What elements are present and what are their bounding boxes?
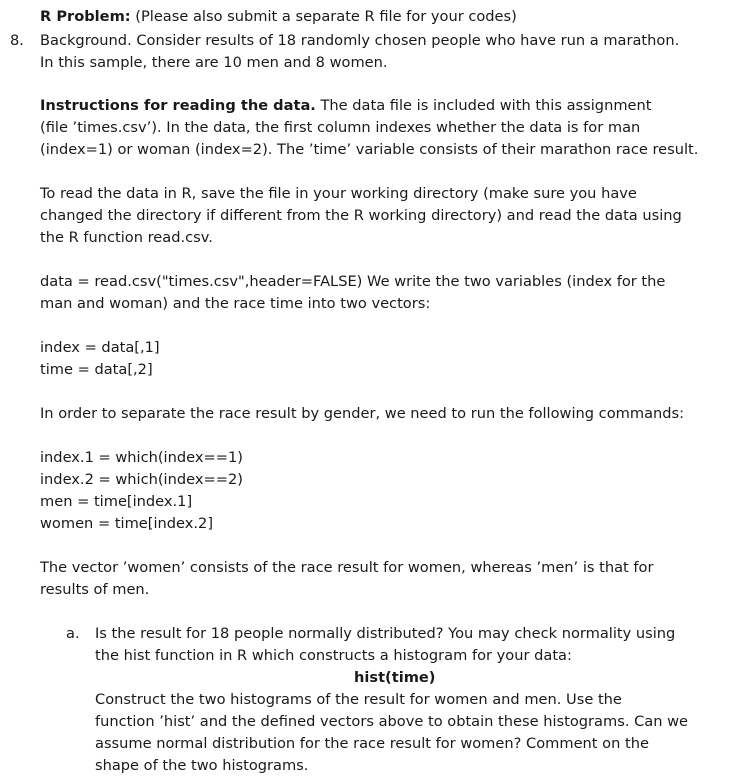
reading-line-3: the R function read.csv. <box>40 229 213 246</box>
vector-desc-line-1: The vector ’women’ consists of the race result for women, whereas ’men’ is that for <box>40 559 654 576</box>
question-a-line-1: Is the result for 18 people normally distributed? You may check normality using <box>95 625 676 642</box>
question-a-task-line-1: Construct the two histograms of the result for women and men. Use the <box>95 691 622 708</box>
data-command-line-1: data = read.csv("times.csv",header=FALSE) We write the two variables (index for the <box>40 273 666 290</box>
question-a-task-line-2: function ’hist’ and the defined vectors above to obtain these histograms. Can we <box>95 713 689 730</box>
question-a-marker: a. <box>66 625 80 642</box>
code-index1-line: index.1 = which(index==1) <box>40 449 243 466</box>
instructions-label: Instructions for reading the data. <box>40 97 316 114</box>
question-a-line-2: the hist function in R which constructs a histogram for your data: <box>95 647 572 664</box>
instructions-line-1 <box>40 95 651 117</box>
code-time-line: time = data[,2] <box>40 361 153 378</box>
code-index2-line: index.2 = which(index==2) <box>40 471 243 488</box>
problem-number: 8. <box>10 32 24 49</box>
vector-desc-line-2: results of men. <box>40 581 150 598</box>
separate-line: In order to separate the race result by gender, we need to run the following commands: <box>40 405 685 422</box>
instructions-line-3: (index=1) or woman (index=2). The ’time’ variable consists of their marathon race result. <box>40 141 699 158</box>
background-line-2: In this sample, there are 10 men and 8 women. <box>40 54 388 71</box>
heading-text: (Please also submit a separate R file for your codes) <box>130 8 517 25</box>
code-index-line: index = data[,1] <box>40 339 160 356</box>
question-a-task-line-3: assume normal distribution for the race result for women? Comment on the <box>95 735 649 752</box>
heading-line <box>40 6 517 28</box>
instructions-first-rest: The data file is included with this assignment <box>315 97 652 114</box>
data-command-line-2: man and woman) and the race time into two vectors: <box>40 295 431 312</box>
instructions-line-2: (file ’times.csv’). In the data, the first column indexes whether the data is for man <box>40 119 641 136</box>
reading-line-1: To read the data in R, save the file in your working directory (make sure you have <box>40 185 637 202</box>
background-line-1: Background. Consider results of 18 randomly chosen people who have run a marathon. <box>40 32 680 49</box>
question-a-code: hist(time) <box>354 669 436 686</box>
question-a-task-line-4: shape of the two histograms. <box>95 757 309 774</box>
reading-line-2: changed the directory if different from the R working directory) and read the data using <box>40 207 682 224</box>
code-women-line: women = time[index.2] <box>40 515 214 532</box>
heading-label: R Problem: <box>40 8 131 25</box>
code-men-line: men = time[index.1] <box>40 493 193 510</box>
